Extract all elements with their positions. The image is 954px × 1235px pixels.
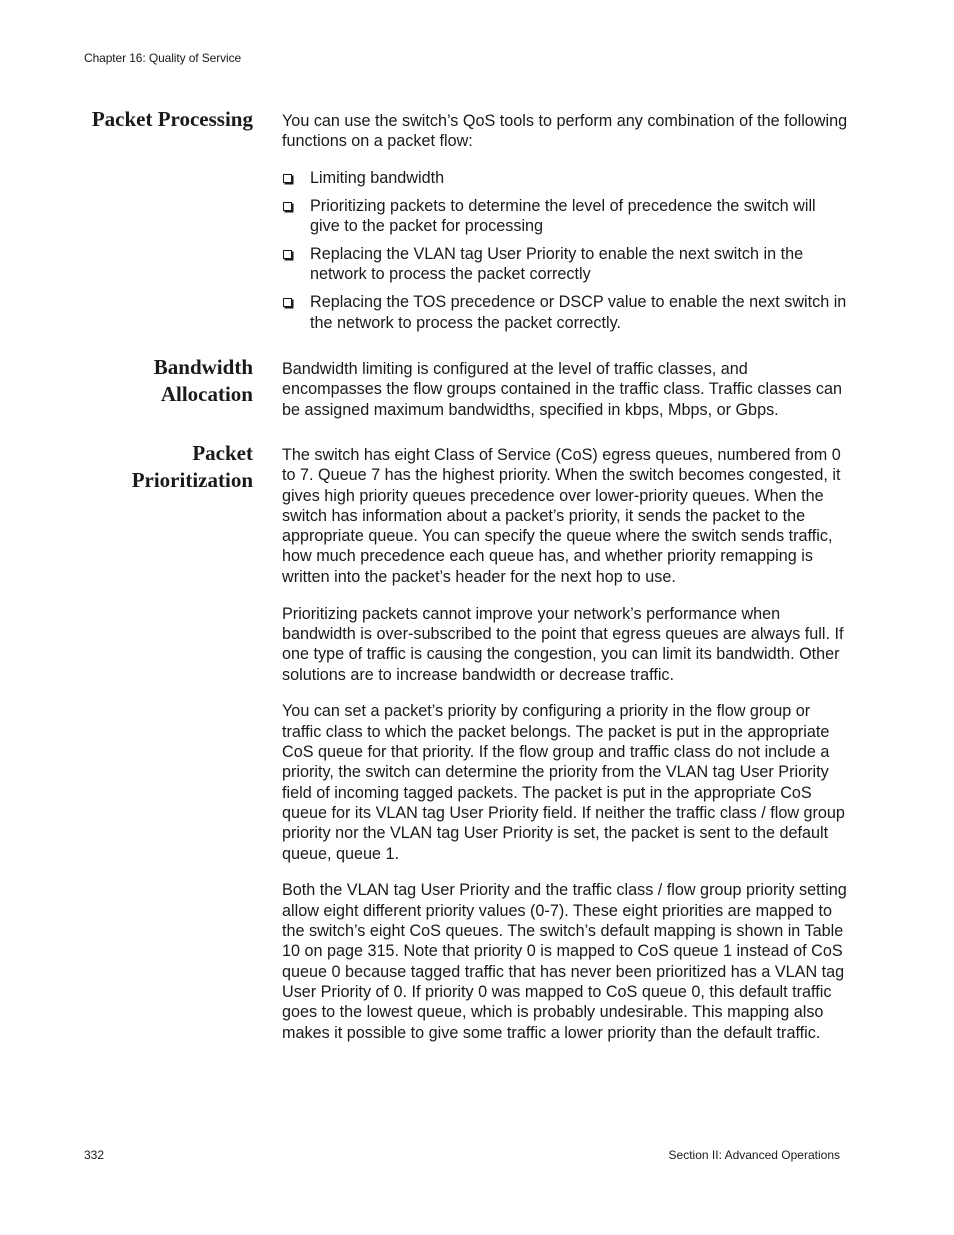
- list-item: [282, 292, 848, 333]
- heading-prioritization-line1: Packet: [192, 441, 253, 465]
- heading-packet-processing: [92, 106, 253, 133]
- running-footer-section: Section II: Advanced Operations: [668, 1148, 840, 1162]
- list-item-text: Replacing the TOS precedence or DSCP value to enable the next switch in the network to process the packet correctly.: [310, 293, 847, 332]
- packet-prioritization-body: [282, 445, 848, 1059]
- packet-processing-bullet-list: [282, 168, 848, 333]
- list-item-text: Limiting bandwidth: [310, 168, 445, 187]
- packet-processing-body: [282, 111, 848, 340]
- list-item: [282, 168, 848, 188]
- packet-processing-intro: You can use the switch’s QoS tools to perform any combination of the following functions on a packet flow:: [282, 112, 848, 151]
- checkbox-bullet-icon: [283, 298, 292, 307]
- heading-packet-prioritization: [132, 440, 253, 494]
- heading-prioritization-line2: Prioritization: [131, 468, 253, 492]
- page-number: 332: [84, 1148, 105, 1162]
- prioritization-paragraph-2: Prioritizing packets cannot improve your network’s performance when bandwidth is over-subscribed to the point that egress queues are always full. If one type of traffic is causing the congestion, you can limit its bandwidth. Other solutions are to increase bandwidth or decrease traffic.: [282, 604, 844, 684]
- bandwidth-allocation-body: [282, 359, 848, 436]
- heading-bandwidth-allocation: [154, 354, 253, 408]
- running-header: Chapter 16: Quality of Service: [84, 51, 242, 65]
- bandwidth-allocation-paragraph: Bandwidth limiting is configured at the level of traffic classes, and encompasses the flow groups contained in the traffic class. Traffic classes can be assigned maximum bandwidths, specified in kbps, Mbps, or Gbps.: [282, 360, 842, 419]
- checkbox-bullet-icon: [283, 250, 292, 259]
- list-item-text: Replacing the VLAN tag User Priority to enable the next switch in the network to process the packet correctly: [310, 245, 804, 284]
- list-item-text: Prioritizing packets to determine the level of precedence the switch will give to the packet for processing: [310, 196, 816, 236]
- prioritization-paragraph-4: Both the VLAN tag User Priority and the traffic class / flow group priority setting allow eight different priority values (0-7). These eight priorities are mapped to the switch’s eight CoS queues. The switch’s default mapping is shown in Table 10 on page 315. Note that priority 0 is mapped to CoS queue 1 instead of CoS queue 0 because tagged traffic that has never been prioritized has a VLAN tag User Priority of 0. If priority 0 was mapped to CoS queue 0, this default traffic goes to the lowest queue, which is probably undesirable. This mapping also makes it possible to give some traffic a lower priority than the default traffic.: [282, 881, 847, 1042]
- checkbox-bullet-icon: [283, 174, 292, 183]
- list-item: [282, 196, 848, 237]
- heading-packet-processing-text: Packet Processing: [91, 107, 253, 131]
- checkbox-bullet-icon: [283, 202, 292, 211]
- prioritization-paragraph-3: You can set a packet’s priority by configuring a priority in the flow group or traffic class to which the packet belongs. The packet is put in the appropriate CoS queue for that priority. If the flow group and traffic class do not include a priority, the switch can determine the priority from the VLAN tag User Priority field of incoming tagged packets. The packet is put in the appropriate CoS queue for its VLAN tag User Priority field. If neither the traffic class / flow group priority nor the VLAN tag User Priority is set, the packet is sent to the default queue, queue 1.: [282, 702, 845, 863]
- prioritization-paragraph-1: The switch has eight Class of Service (CoS) egress queues, numbered from 0 to 7. Queue 7 has the highest priority. When the switch becomes congested, it gives high priority queues precedence over lower-priority queues. When the switch has information about a packet’s priority, it sends the packet to the appropriate queue. You can specify the queue where the switch sends traffic, how much precedence each queue has, and whether priority remapping is written into the packet’s header for the next hop to use.: [282, 446, 841, 586]
- heading-bandwidth-line2: Allocation: [160, 382, 253, 406]
- heading-bandwidth-line1: Bandwidth: [153, 355, 253, 379]
- list-item: [282, 244, 848, 285]
